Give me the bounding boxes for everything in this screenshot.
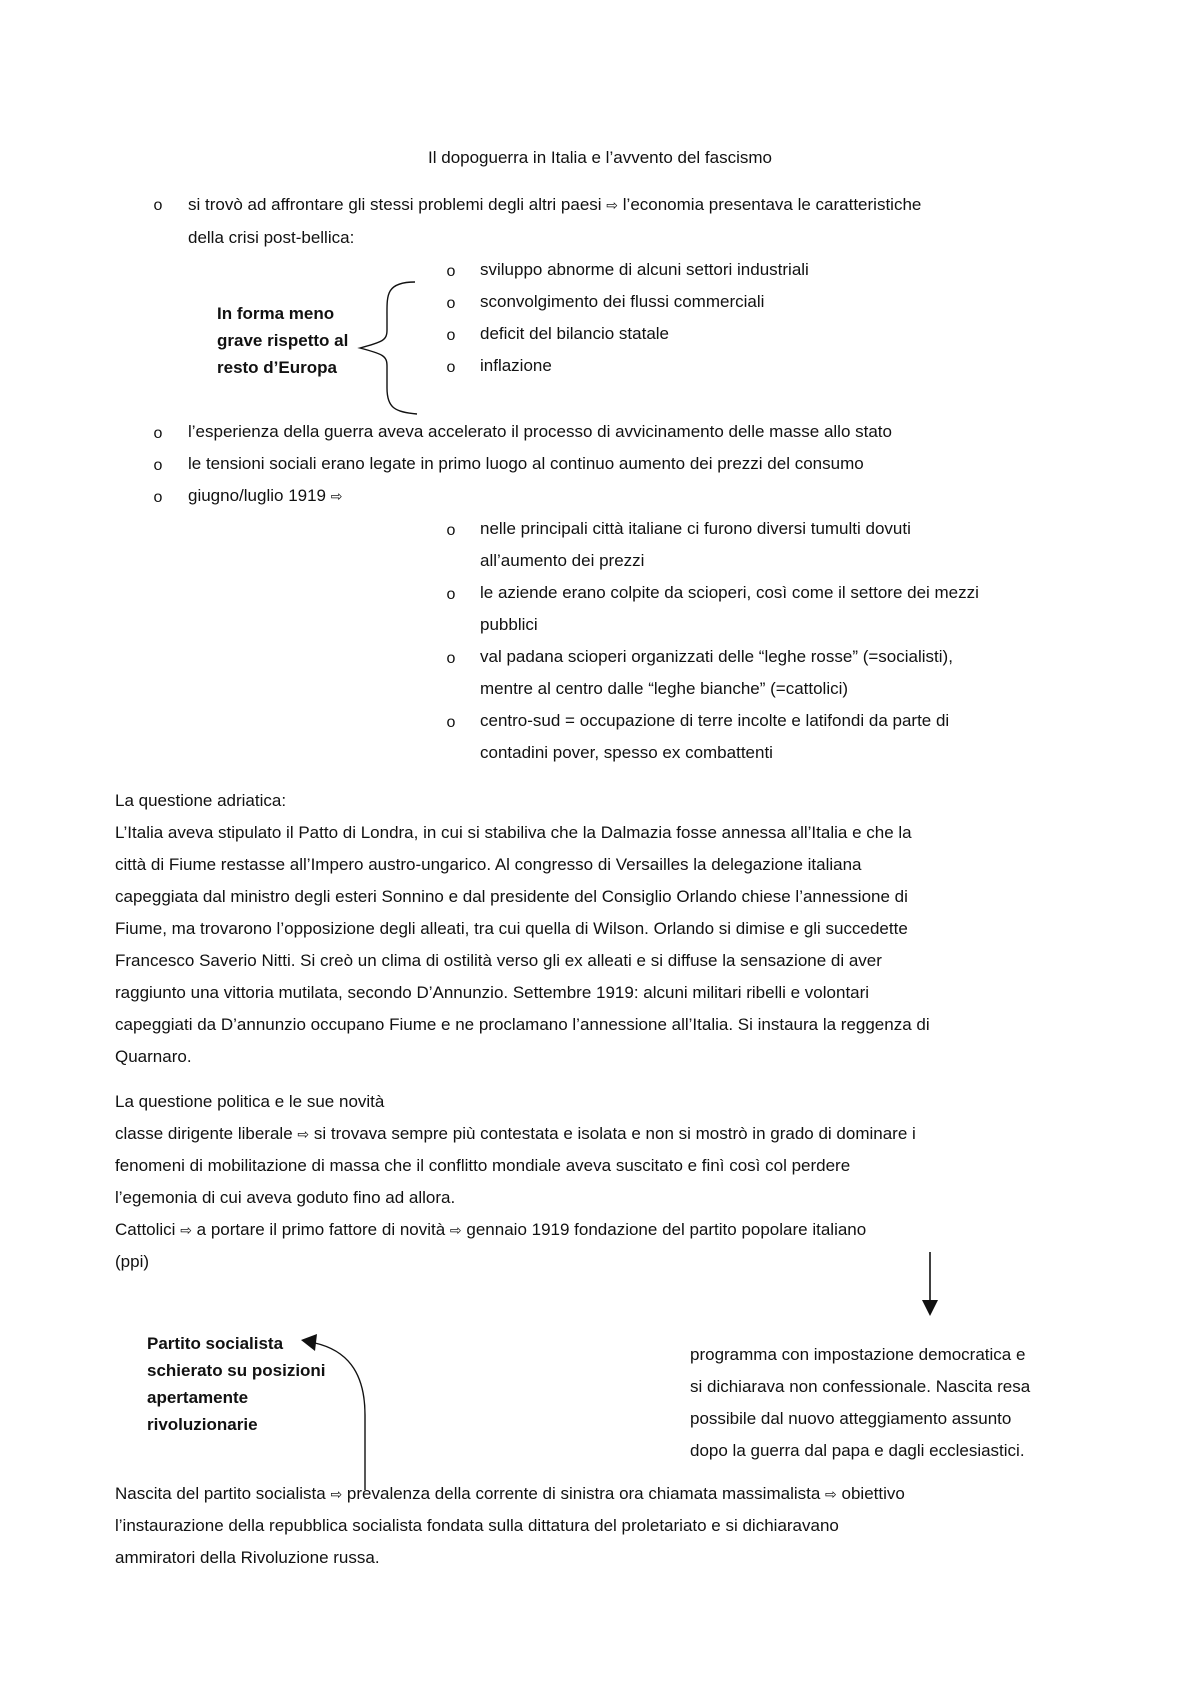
sub-item: pubblici	[480, 615, 538, 634]
side-note-line: apertamente	[147, 1388, 249, 1407]
sub-item: inflazione	[480, 356, 552, 375]
sub-item: val padana scioperi organizzati delle “leghe rosse” (=socialisti),	[480, 647, 953, 666]
paragraph-line: capeggiati da D’annunzio occupano Fiume e ne proclamano l’annessione all’Italia. Si instaura la reggenza di	[115, 1015, 930, 1034]
side-note-line: In forma meno	[217, 304, 335, 323]
section-heading-political: La questione politica e le sue novità	[115, 1092, 385, 1111]
bullet-item-war-experience: l’esperienza della guerra aveva accelerato il processo di avvicinamento delle masse allo stato	[188, 422, 892, 441]
note-line: dopo la guerra dal papa e dagli ecclesiastici.	[690, 1441, 1025, 1460]
side-note-line: rivoluzionarie	[147, 1415, 258, 1434]
sub-item: all’aumento dei prezzi	[480, 551, 645, 570]
arrow-icon: ⇨	[330, 488, 343, 504]
paragraph-text: Cattolici	[115, 1220, 176, 1239]
down-arrow-icon	[918, 1250, 942, 1320]
bullet-marker: o	[446, 295, 456, 312]
sub-item: centro-sud = occupazione di terre incolte e latifondi da parte di	[480, 711, 950, 730]
sub-item: deficit del bilancio statale	[480, 324, 670, 343]
arrow-icon: ⇨	[606, 197, 619, 213]
document-title: Il dopoguerra in Italia e l’avvento del fascismo	[428, 148, 772, 167]
bullet-text: giugno/luglio 1919	[188, 486, 327, 505]
bullet-text: l’economia presentava le caratteristiche	[622, 195, 922, 214]
bullet-marker: o	[153, 489, 163, 506]
bullet-marker: o	[446, 650, 456, 667]
paragraph-line: L’Italia aveva stipulato il Patto di Londra, in cui si stabiliva che la Dalmazia fosse annessa all’Italia e che la	[115, 823, 912, 842]
arrow-icon: ⇨	[180, 1222, 192, 1238]
side-note-line: grave rispetto al	[217, 331, 349, 350]
note-line: programma con impostazione democratica e	[690, 1345, 1026, 1364]
paragraph-line: l’instaurazione della repubblica socialista fondata sulla dittatura del proletariato e si dichiaravano	[115, 1516, 839, 1535]
paragraph-text: classe dirigente liberale	[115, 1124, 293, 1143]
bullet-marker: o	[446, 522, 456, 539]
paragraph-text: obiettivo	[841, 1484, 905, 1503]
note-line: possibile dal nuovo atteggiamento assunto	[690, 1409, 1012, 1428]
paragraph-line	[115, 1122, 916, 1146]
sub-item: le aziende erano colpite da scioperi, così come il settore dei mezzi	[480, 583, 979, 602]
side-note-line: schierato su posizioni	[147, 1361, 326, 1380]
paragraph-line	[115, 1482, 905, 1506]
paragraph-text: a portare il primo fattore di novità	[196, 1220, 446, 1239]
paragraph-line: città di Fiume restasse all’Impero austro-ungarico. Al congresso di Versailles la delegazione italiana	[115, 855, 862, 874]
paragraph-line: raggiunto una vittoria mutilata, secondo D’Annunzio. Settembre 1919: alcuni militari ribelli e volontari	[115, 983, 870, 1002]
bullet-marker: o	[446, 359, 456, 376]
side-note-line: resto d’Europa	[217, 358, 337, 377]
ppi-program-note	[690, 1339, 1110, 1467]
paragraph-text: Nascita del partito socialista	[115, 1484, 326, 1503]
side-note-less-severe	[217, 300, 367, 381]
bullet-marker: o	[153, 197, 163, 214]
bullet-item-june-july-1919	[188, 484, 342, 508]
paragraph-line: Quarnaro.	[115, 1047, 192, 1066]
curved-arrow-icon	[295, 1325, 385, 1495]
bullet-marker: o	[446, 327, 456, 344]
sub-item: sconvolgimento dei flussi commerciali	[480, 292, 765, 311]
paragraph-line: capeggiata dal ministro degli esteri Sonnino e dal presidente del Consiglio Orlando chiese l’annessione di	[115, 887, 908, 906]
bullet-item-problems	[188, 193, 921, 217]
bullet-text: si trovò ad affrontare gli stessi problemi degli altri paesi	[188, 195, 602, 214]
curly-brace-icon	[355, 278, 425, 418]
paragraph-line: Francesco Saverio Nitti. Si creò un clima di ostilità verso gli ex alleati e si diffuse la sensazione di aver	[115, 951, 882, 970]
arrow-icon: ⇨	[297, 1126, 310, 1142]
bullet-marker: o	[446, 263, 456, 280]
sub-item: mentre al centro dalle “leghe bianche” (=cattolici)	[480, 679, 849, 698]
sub-item: sviluppo abnorme di alcuni settori industriali	[480, 260, 809, 279]
sub-item: contadini pover, spesso ex combattenti	[480, 743, 773, 762]
bullet-marker: o	[153, 457, 163, 474]
sub-item: nelle principali città italiane ci furono diversi tumulti dovuti	[480, 519, 911, 538]
paragraph-text: si trovava sempre più contestata e isolata e non si mostrò in grado di dominare i	[313, 1124, 916, 1143]
paragraph-text: prevalenza della corrente di sinistra ora chiamata massimalista	[346, 1484, 821, 1503]
paragraph-line: fenomeni di mobilitazione di massa che il conflitto mondiale aveva suscitato e finì così col perdere	[115, 1156, 851, 1175]
bullet-item-social-tensions: le tensioni sociali erano legate in primo luogo al continuo aumento dei prezzi del consumo	[188, 454, 864, 473]
arrow-icon: ⇨	[449, 1222, 462, 1238]
bullet-marker: o	[446, 586, 456, 603]
arrow-icon: ⇨	[825, 1486, 837, 1502]
note-line: si dichiarava non confessionale. Nascita resa	[690, 1377, 1031, 1396]
paragraph-line: l’egemonia di cui aveva goduto fino ad allora.	[115, 1188, 456, 1207]
paragraph-line	[115, 1218, 866, 1242]
arrow-icon: ⇨	[330, 1486, 343, 1502]
paragraph-line: Fiume, ma trovarono l’opposizione degli alleati, tra cui quella di Wilson. Orlando si dimise e gli succedette	[115, 919, 908, 938]
section-heading-adriatic: La questione adriatica:	[115, 791, 287, 810]
paragraph-text: gennaio 1919 fondazione del partito popolare italiano	[466, 1220, 867, 1239]
bullet-marker: o	[446, 714, 456, 731]
paragraph-line: (ppi)	[115, 1252, 150, 1271]
side-note-line: Partito socialista	[147, 1334, 284, 1353]
paragraph-line: ammiratori della Rivoluzione russa.	[115, 1548, 380, 1567]
bullet-item-continuation: della crisi post-bellica:	[188, 228, 355, 247]
bullet-marker: o	[153, 425, 163, 442]
